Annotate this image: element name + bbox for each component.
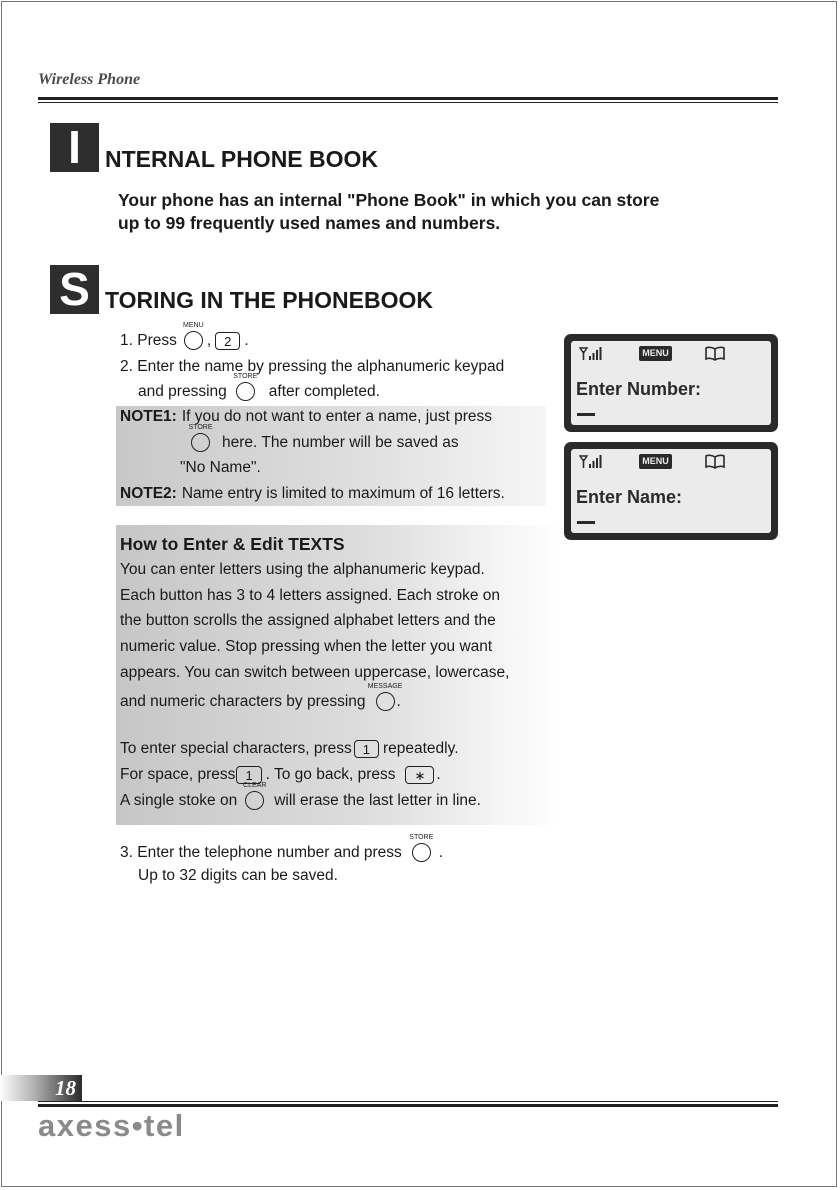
lcd-screen-number [564,334,778,432]
texts-line [120,740,459,758]
signal-icon [579,455,603,469]
section1-title: NTERNAL PHONE BOOK [105,146,379,172]
lcd-prompt: Enter Name: [576,487,683,507]
step-3-line2: Up to 32 digits can be saved. [138,867,338,884]
texts-text: . To go back, press [265,766,396,783]
lcd-menu-label: MENU [639,346,672,361]
texts-line [120,782,481,810]
section2-title: TORING IN THE PHONEBOOK [105,287,433,313]
note1-line1 [120,408,492,426]
phonebook-icon [705,346,725,361]
page-number: 18 [55,1076,76,1100]
lcd-prompt: Enter Number: [576,379,702,399]
texts-line: the button scrolls the assigned alphabet letters and the [120,612,496,629]
texts-text: . [396,693,401,710]
menu-button-icon: MENU [184,331,203,350]
texts-text: and numeric characters by pressing [120,693,366,710]
header-rule-thin [38,102,778,103]
texts-line: You can enter letters using the alphanumeric keypad. [120,561,485,578]
note-text: here. The number will be saved as [222,434,459,451]
note1-label: NOTE1: [120,408,177,425]
key-2-icon: 2 [215,332,240,350]
footer-rule-thick [38,1104,778,1107]
texts-line [120,766,441,784]
texts-heading: How to Enter & Edit TEXTS [120,534,345,554]
texts-text: To enter special characters, press [120,740,352,757]
lcd-screen-name [564,442,778,540]
note1-line3: "No Name". [180,459,261,476]
clear-button-icon: CLEAR [245,791,264,810]
texts-line [120,683,403,711]
intro-line: Your phone has an internal "Phone Book" in which you can store [118,190,660,210]
texts-text: For space, press [120,766,236,783]
lcd-menu-label: MENU [639,454,672,469]
step-text: , [206,332,212,349]
step-text: . [438,844,444,861]
note2-label: NOTE2: [120,485,177,502]
step-2-line2 [138,373,380,401]
texts-line: appears. You can switch between uppercase, lowercase, [120,664,510,681]
footer-rule-thin [38,1101,778,1102]
store-button-icon: STORE [412,843,431,862]
store-button-icon: STORE [191,433,210,452]
store-button-icon: STORE [236,382,255,401]
intro-line: up to 99 frequently used names and numbers. [118,213,501,233]
signal-icon [579,347,603,361]
key-star-icon: ∗ [405,766,434,784]
note-text: Name entry is limited to maximum of 16 letters. [181,485,505,502]
key-1-icon: 1 [354,740,379,758]
texts-text: repeatedly. [382,740,459,757]
note1-line2 [188,424,459,452]
message-button-icon: MESSAGE [376,692,395,711]
texts-text: A single stoke on [120,792,238,809]
step-text: and pressing [138,383,227,400]
step-2-line1: 2. Enter the name by pressing the alphanumeric keypad [120,358,505,375]
section1-initial: I [50,123,99,172]
key-1-icon: 1 [236,766,261,784]
texts-text: will erase the last letter in line. [274,792,481,809]
texts-line: Each button has 3 to 4 letters assigned. Each stroke on [120,587,500,604]
section2-initial: S [50,265,99,314]
header-rule-thick [38,97,778,100]
step-text: 3. Enter the telephone number and press [120,844,402,861]
section1-intro [118,189,778,235]
step-text: after completed. [268,383,380,400]
header-title: Wireless Phone [38,71,141,88]
texts-text: . [436,766,441,783]
phonebook-icon [705,454,725,469]
lcd-cursor [577,413,595,416]
step-1 [120,322,249,350]
brand-logo: axess•tel [38,1108,185,1143]
note-text: If you do not want to enter a name, just press [181,408,493,425]
note2 [120,485,505,503]
step-text: 1. Press [120,332,177,349]
texts-line: numeric value. Stop pressing when the letter you want [120,638,493,655]
step-text: . [244,332,249,349]
page-number-tab [0,1075,82,1101]
step-3-line1 [120,834,444,862]
lcd-cursor [577,521,595,524]
